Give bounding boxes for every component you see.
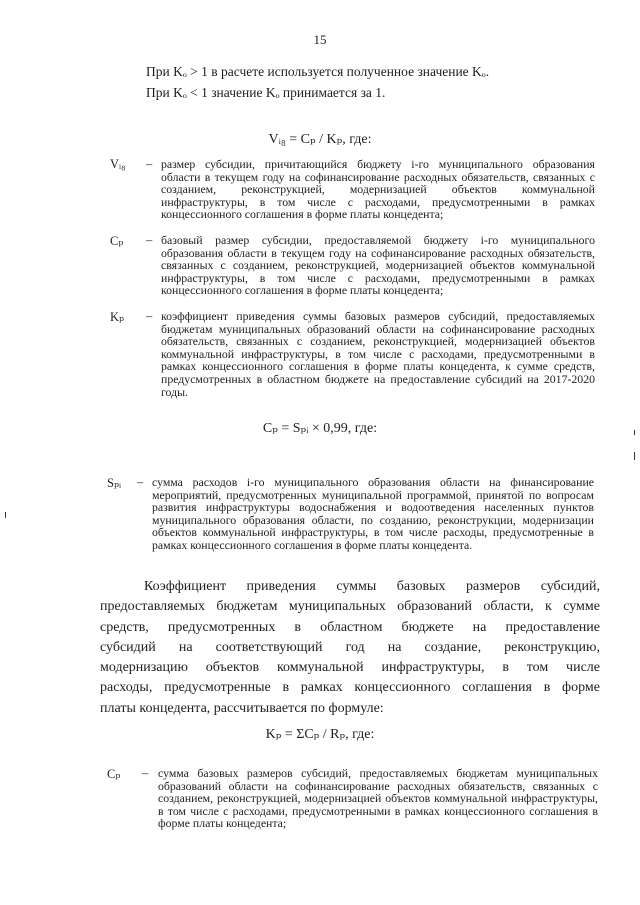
definition-symbol: Cₚ [107, 767, 121, 781]
definition-dash: – [137, 475, 144, 489]
scan-speck [634, 452, 635, 460]
paragraph-line: средств, предусмотренных в областном бюджете на предоставление [100, 619, 600, 635]
paragraph-line: субсидий на соответствующий год на создание, реконструкцию, [100, 639, 600, 655]
definition-symbol: Vᵢ₈ [110, 157, 126, 171]
scan-speck [5, 512, 6, 518]
paragraph-line: Коэффициент приведения суммы базовых размеров субсидий, [144, 579, 600, 594]
definition-dash: – [146, 233, 153, 247]
definition-dash: – [142, 766, 149, 780]
paragraph-line: предоставляемых бюджетам муниципальных образований области, к сумме [100, 599, 600, 615]
definition-text: коэффициент приведения суммы базовых размеров субсидий, предоставляемых бюджетам муниципальных образований области на софинансирование расходных обязательств, связанных с созданием, реконструкцией, модернизацией объектов коммунальной инфраструктуры, в том числе с расходами, предусмотренными в рамках концессионного соглашения в форме платы концедента, к сумме средств, предусмотренных в областном бюджете на предоставление субсидий на 2017-2020 годы. [161, 309, 595, 399]
definition-symbol: Sₚᵢ [107, 476, 121, 490]
definition-dash: – [146, 157, 153, 171]
paragraph-line: модернизацию объектов коммунальной инфраструктуры, в том числе [100, 660, 600, 676]
page-number: 15 [313, 32, 327, 47]
formula-3: Kₚ = ΣCₚ / Rₚ, где: [265, 727, 375, 742]
definition-text: размер субсидии, причитающийся бюджету i-го муниципального образования области в текущем году на софинансирование расходных обязательств, связанных с созданием, реконструкцией, модернизацией объектов коммунальной инфраструктуры, в том числе с расходами, предусмотренными в рамках концессионного соглашения в форме платы концедента; [161, 157, 595, 222]
definition-symbol: Kₚ [110, 310, 125, 324]
body-paragraph [100, 577, 600, 719]
formula-1: Vᵢ₈ = Cₚ / Kₚ, где: [268, 132, 372, 147]
definition-symbol: Cₚ [110, 234, 124, 248]
paragraph-line: платы концедента, рассчитывается по формуле: [100, 700, 384, 716]
definition-dash: – [146, 309, 153, 323]
paragraph-line: расходы, предусмотренные в рамках концессионного соглашения в форме [100, 680, 600, 696]
scan-speck [634, 430, 635, 435]
definition-text: сумма базовых размеров субсидий, предоставляемых бюджетам муниципальных образований области на софинансирование расходных обязательств, связанных с созданием, реконструкцией, модернизацией объектов коммунальной инфраструктуры, в том числе с расходами, предусмотренными в рамках концессионного соглашения в форме платы концедента; [158, 766, 598, 831]
intro-line-1: При Kₒ > 1 в расчете используется полученное значение Kₒ. [146, 64, 490, 79]
formula-2: Cₚ = Sₚᵢ × 0,99, где: [262, 421, 378, 436]
definition-text: сумма расходов i-го муниципального образования области на финансирование мероприятий, предусмотренных муниципальной программой, принятой по вопросам развития инфраструктуры водоснабжения и водоотведения населенных пунктов муниципального образования области, по созданию, реконструкции, модернизации объектов коммунальной инфраструктуры, в том числе расходы, предусмотренные в рамках концессионного соглашения в форме платы концедента. [152, 475, 594, 552]
intro-line-2: При Kₒ < 1 значение Kₒ принимается за 1. [146, 85, 386, 100]
definition-text: базовый размер субсидии, предоставляемой бюджету i-го муниципального образования области в текущем году на софинансирование расходных обязательств, связанных с созданием, реконструкцией, модернизацией объектов коммунальной инфраструктуры, в том числе с расходами, предусмотренными в рамках концессионного соглашения в форме платы концедента; [161, 233, 595, 298]
